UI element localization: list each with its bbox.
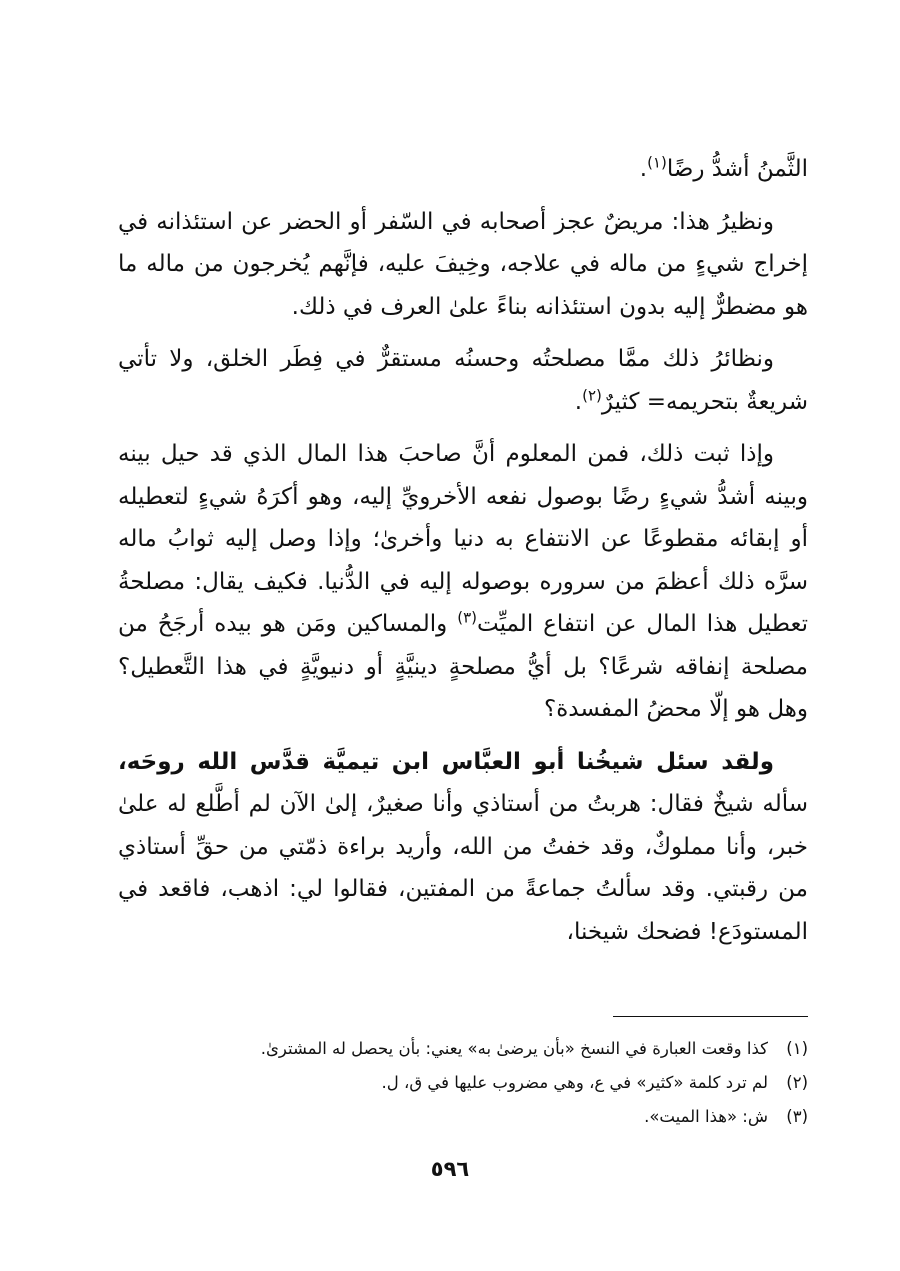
paragraph-text: الثَّمنُ أشدُّ رضًا	[666, 156, 808, 182]
footnote-number: (٣)	[786, 1107, 808, 1126]
paragraph	[118, 741, 808, 954]
paragraph-text: وإذا ثبت ذلك، فمن المعلوم أنَّ صاحبَ هذا المال الذي قد حيل بينه وبينه أشدُّ شيءٍ رضًا بوصول نفعه الأخرويِّ إليه، وهو أكرَهُ شيءٍ لتعطيله أو إبقائه مقطوعًا عن الانتفاع به دنيا وأخرىٰ؛ وإذا وصل إليه ثوابُ ماله سرَّه ذلك أعظمَ من سروره بوصوله إليه في الدُّنيا. فكيف يقال: مصلحةُ تعطيل هذا المال عن انتفاع الميِّت	[118, 441, 808, 637]
footnote-marker[interactable]: (١)	[647, 153, 667, 172]
footnote-separator	[613, 1016, 808, 1017]
paragraph-text: ونظائرُ ذلك ممَّا مصلحتُه وحسنُه مستقرٌّ في فِطَر الخلق، ولا تأتي شريعةٌ بتحريمه= كثيرٌ	[118, 346, 808, 415]
paragraph	[118, 433, 808, 731]
paragraph-tail: .	[639, 156, 648, 182]
footnote-number: (١)	[786, 1039, 808, 1058]
footnote-marker[interactable]: (٣)	[457, 608, 477, 627]
footnote	[118, 1032, 808, 1066]
paragraph-tail: .	[574, 388, 583, 415]
footnote-text: ش: «هذا الميت».	[644, 1107, 768, 1126]
body-text	[118, 148, 808, 963]
paragraph: ونظيرُ هذا: مريضٌ عجز أصحابه في السّفر أو الحضر عن استئذانه في إخراج شيءٍ من ماله في علاجه، وخِيفَ عليه، فإنَّهم يُخرجون من ماله ما هو مضطرٌّ إليه بدون استئذانه بناءً علىٰ العرف في ذلك.	[118, 208, 808, 320]
page-number: ٥٩٦	[430, 1157, 470, 1181]
bold-lead-text: ولقد سئل شيخُنا أبو العبَّاس ابن تيميَّة قدَّس الله روحَه،	[118, 748, 774, 775]
paragraph-text: والمساكين ومَن هو بيده أرجَحُ من مصلحة إنفاقه شرعًا؟ بل أيُّ مصلحةٍ دينيَّةٍ أو دنيويَّةٍ في هذا التَّعطيل؟ وهل هو إلّا محضُ المفسدة؟	[118, 611, 808, 722]
footnote-number: (٢)	[786, 1073, 808, 1092]
footnotes	[118, 1032, 808, 1134]
footnote	[118, 1066, 808, 1100]
paragraph	[118, 148, 808, 191]
footnote	[118, 1100, 808, 1134]
footnote-marker[interactable]: (٢)	[582, 385, 602, 404]
paragraph	[118, 338, 808, 423]
footnote-text: كذا وقعت العبارة في النسخ «بأن يرضىٰ به» يعني: بأن يحصل له المشترىٰ.	[260, 1039, 768, 1058]
paragraph-text: سأله شيخٌ فقال: هربتُ من أستاذي وأنا صغيرٌ، إلىٰ الآن لم أطَّلع له علىٰ خبر، وأنا مملوكٌ، وقد خفتُ من الله، وأريد براءة ذمّتي من حقِّ أستاذي من رقبتي. وقد سألتُ جماعةً من المفتين، فقالوا لي: اذهب، فاقعد في المستودَع! فضحك شيخنا،	[118, 791, 808, 945]
footnote-text: لم ترد كلمة «كثير» في ع، وهي مضروب عليها في ق، ل.	[381, 1073, 768, 1092]
